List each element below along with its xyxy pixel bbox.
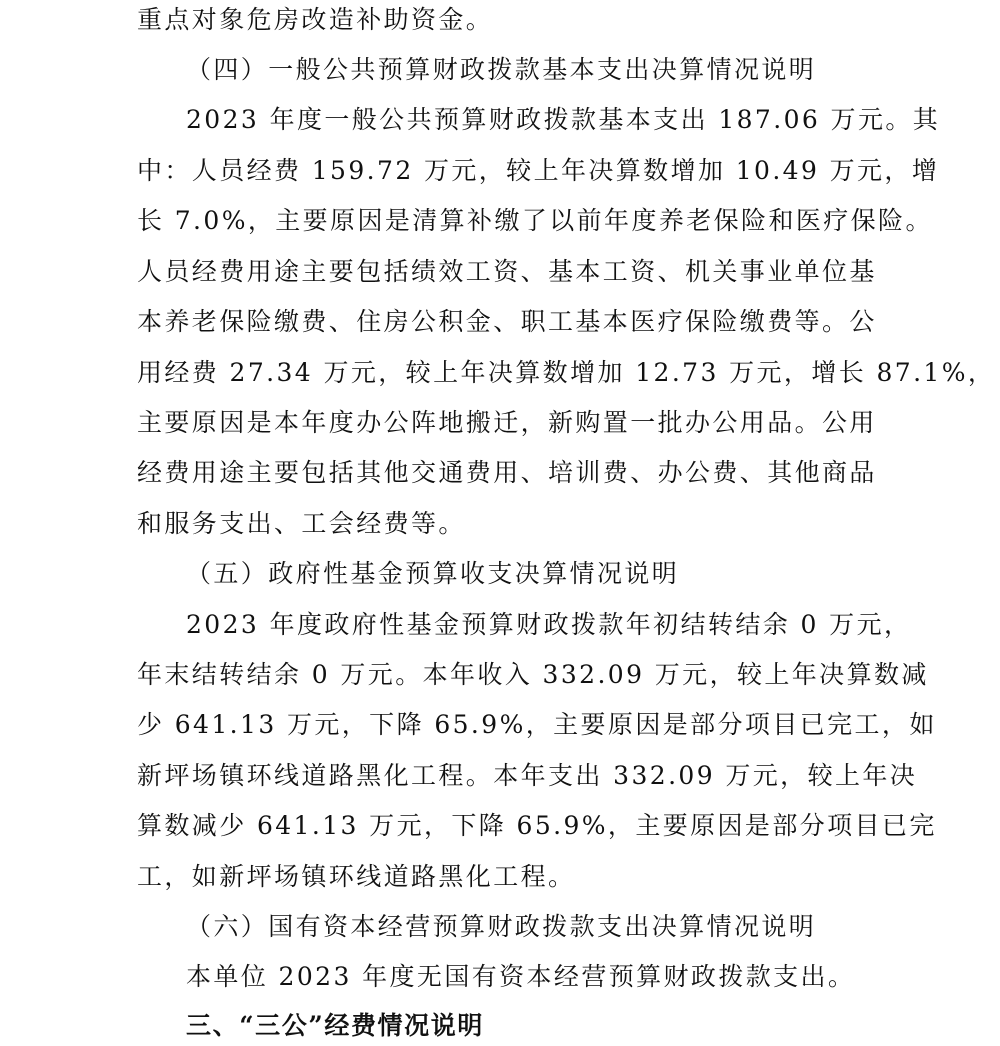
paragraph-line: 少 641.13 万元，下降 65.9%，主要原因是部分项目已完工，如 [137, 710, 937, 739]
paragraph-line: 本单位 2023 年度无国有资本经营预算财政拨款支出。 [186, 962, 856, 991]
paragraph-line: 用经费 27.34 万元，较上年决算数增加 12.73 万元，增长 87.1%， [137, 358, 996, 387]
paragraph-line: 工，如新坪场镇环线道路黑化工程。 [137, 862, 576, 891]
paragraph-line: 和服务支出、工会经费等。 [137, 509, 466, 538]
paragraph-line: 算数减少 641.13 万元，下降 65.9%，主要原因是部分项目已完 [137, 811, 937, 840]
paragraph-line: 新坪场镇环线道路黑化工程。本年支出 332.09 万元，较上年决 [137, 761, 918, 790]
paragraph-line: 主要原因是本年度办公阵地搬迁，新购置一批办公用品。公用 [137, 408, 877, 437]
section-heading-4: （四）一般公共预算财政拨款基本支出决算情况说明 [186, 55, 817, 84]
paragraph-line: 经费用途主要包括其他交通费用、培训费、办公费、其他商品 [137, 458, 877, 487]
paragraph-line: 本养老保险缴费、住房公积金、职工基本医疗保险缴费等。公 [137, 307, 877, 336]
paragraph-line: 2023 年度政府性基金预算财政拨款年初结转结余 0 万元， [186, 610, 912, 639]
paragraph-line: 中：人员经费 159.72 万元，较上年决算数增加 10.49 万元，增 [137, 156, 940, 185]
paragraph-line: 2023 年度一般公共预算财政拨款基本支出 187.06 万元。其 [186, 105, 941, 134]
paragraph-line: 长 7.0%，主要原因是清算补缴了以前年度养老保险和医疗保险。 [137, 206, 933, 235]
paragraph-line: 人员经费用途主要包括绩效工资、基本工资、机关事业单位基 [137, 257, 877, 286]
paragraph-line: 重点对象危房改造补助资金。 [137, 5, 494, 34]
paragraph-line: 年末结转结余 0 万元。本年收入 332.09 万元，较上年决算数减 [137, 660, 929, 689]
section-heading-6: （六）国有资本经营预算财政拨款支出决算情况说明 [186, 912, 817, 941]
section-heading-5: （五）政府性基金预算收支决算情况说明 [186, 559, 680, 588]
section-heading-three: 三、“三公”经费情况说明 [186, 1011, 484, 1040]
